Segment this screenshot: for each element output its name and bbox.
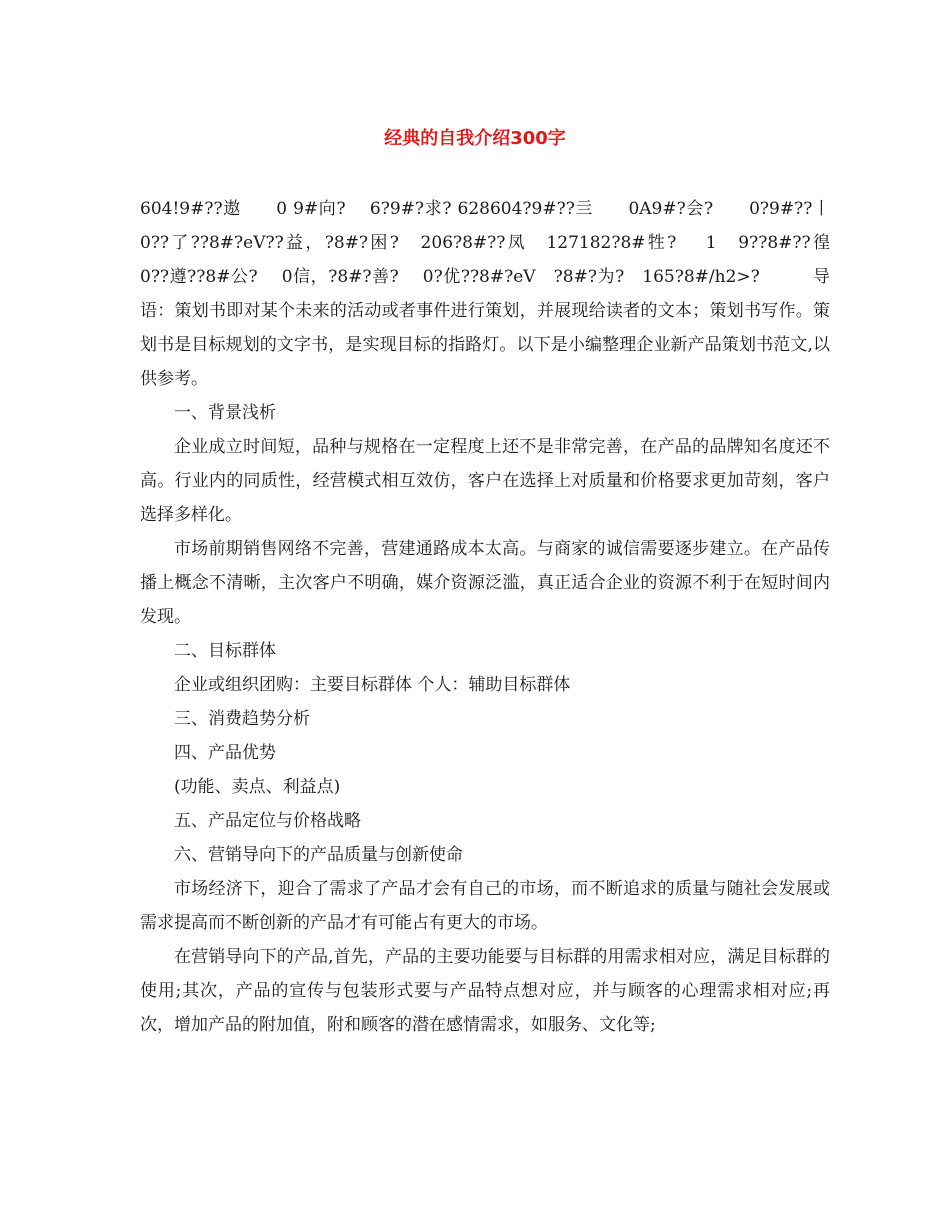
- section-heading-product-advantage: 四、产品优势: [174, 743, 276, 763]
- paragraph-quality-innovation-2: 在营销导向下的产品,首先，产品的主要功能要与目标群的用需求相对应，满足目标群的使用;其次，产品的宣传与包装形式要与产品特点想对应，并与顾客的心理需求相对应;再次，增加产品的附加值，附和顾客的潜在感情需求，如服务、文化等;: [140, 947, 830, 1035]
- paragraph-product-advantage: (功能、卖点、利益点): [174, 777, 341, 797]
- section-heading-background: 一、背景浅析: [174, 403, 276, 423]
- section-heading-consumption-trend: 三、消费趋势分析: [174, 709, 310, 729]
- paragraph-background-2: 市场前期销售网络不完善，营建通路成本太高。与商家的诚信需要逐步建立。在产品传播上概念不清晰，主次客户不明确，媒介资源泛滥，真正适合企业的资源不利于在短时间内发现。: [140, 539, 830, 627]
- paragraph-target-group: 企业或组织团购：主要目标群体 个人：辅助目标群体: [174, 675, 571, 695]
- section-heading-quality-innovation: 六、营销导向下的产品质量与创新使命: [174, 845, 463, 865]
- paragraph-quality-innovation-1: 市场经济下，迎合了需求了产品才会有自己的市场，而不断追求的质量与随社会发展或需求提高而不断创新的产品才有可能占有更大的市场。: [140, 879, 830, 933]
- intro-paragraph: 604!9#??遨 0 9#向? 6?9#?求? 628604?9#??亖 0A9#?会? 0?9#??丨0??了??8#?eV??益，?8#?困? 206?8#??凤 127182?8#牲? 1 9??8#??徨 0??遵??8#公? 0信，?8#?善? 0?优??8#?eV ?8#?为? 165?8#/h2>? 导语：策划书即对某个未来的活动或者事件进行策划，并展现给读者的文本；策划书写作。策划书是目标规划的文字书，是实现目标的指路灯。以下是小编整理企业新产品策划书范文,以供参考。: [140, 199, 853, 389]
- document-title: 经典的自我介绍300字: [384, 128, 566, 149]
- document-body: [140, 192, 853, 1042]
- section-heading-positioning-pricing: 五、产品定位与价格战略: [174, 811, 361, 831]
- section-heading-target-group: 二、目标群体: [174, 641, 276, 661]
- paragraph-background-1: 企业成立时间短，品种与规格在一定程度上还不是非常完善，在产品的品牌知名度还不高。行业内的同质性，经营模式相互效仿，客户在选择上对质量和价格要求更加苛刻，客户选择多样化。: [140, 437, 830, 525]
